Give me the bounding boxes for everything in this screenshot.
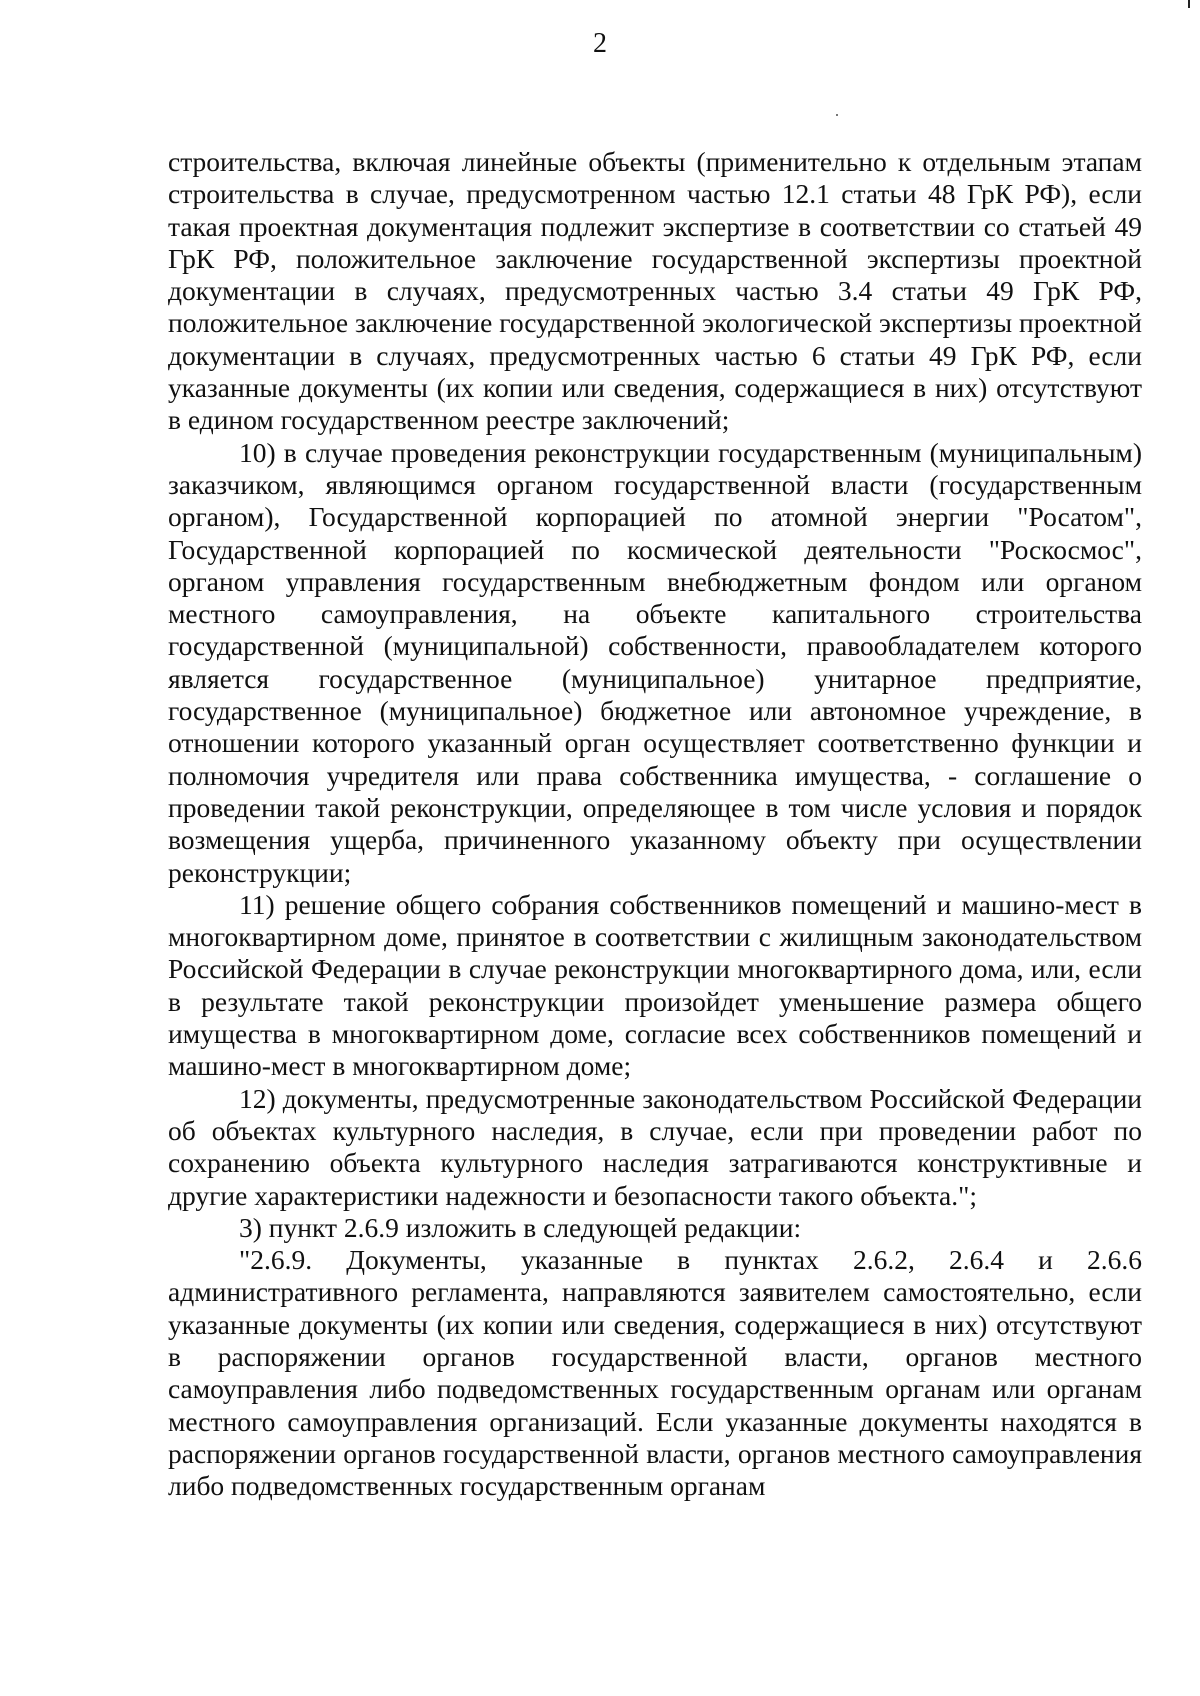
paragraph-point-3: 3) пункт 2.6.9 изложить в следующей редакции: [239,1211,802,1243]
scan-edge-mark [1188,0,1196,8]
paragraph-item-10: 10) в случае проведения реконструкции государственным (муниципальным) заказчиком, являющимся органом государственной власти (государственным органом), Государственной корпорацией по атомной энергии "Росатом", Государственной корпорацией по космической деятельности "Роскосмос", органом управления государственным внебюджетным фондом или органом местного самоуправления, на объекте капитального строительства государственной (муниципальной) собственности, правообладателем которого является государственное (муниципальное) унитарное предприятие, государственное (муниципальное) бюджетное или автономное учреждение, в отношении которого указанный орган осуществляет соответственно функции и полномочия учредителя или права собственника имущества, - соглашение о проведении такой реконструкции, определяющее в том числе условия и порядок возмещения ущерба, причиненного указанному объекту при осуществлении реконструкции; [168,436,1142,888]
page-number: 2 [593,28,607,59]
paragraph-item-12: 12) документы, предусмотренные законодательством Российской Федерации об объектах культурного наследия, в случае, если при проведении работ по сохранению объекта культурного наследия затрагиваются конструктивные и другие характеристики надежности и безопасности такого объекта."; [168,1082,1142,1211]
paragraph-item-11: 11) решение общего собрания собственников помещений и машино-мест в многоквартирном доме, принятое в соответствии с жилищным законодательством Российской Федерации в случае реконструкции многоквартирного дома, или, если в результате такой реконструкции произойдет уменьшение размера общего имущества в многоквартирном доме, согласие всех собственников помещений и машино-мест в многоквартирном доме; [168,888,1142,1082]
paragraph-2-6-9: "2.6.9. Документы, указанные в пунктах 2.6.2, 2.6.4 и 2.6.6 административного регламента, направляются заявителем самостоятельно, если указанные документы (их копии или сведения, содержащиеся в них) отсутствуют в распоряжении органов государственной власти, органов местного самоуправления либо подведомственных государственным органам или органам местного самоуправления организаций. Если указанные документы находятся в распоряжении органов государственной власти, органов местного самоуправления либо подведомственных государственным органам [168,1244,1142,1502]
paragraph-continuation: строительства, включая линейные объекты (применительно к отдельным этапам строительства в случае, предусмотренном частью 12.1 статьи 48 ГрК РФ), если такая проектная документация подлежит экспертизе в соответствии со статьей 49 ГрК РФ, положительное заключение государственной экспертизы проектной документации в случаях, предусмотренных частью 3.4 статьи 49 ГрК РФ, положительное заключение государственной экологической экспертизы проектной документации в случаях, предусмотренных частью 6 статьи 49 ГрК РФ, если указанные документы (их копии или сведения, содержащиеся в них) отсутствуют в едином государственном реестре заключений; [168,146,1142,436]
scan-speck [836,114,838,116]
document-body [168,146,1142,1502]
